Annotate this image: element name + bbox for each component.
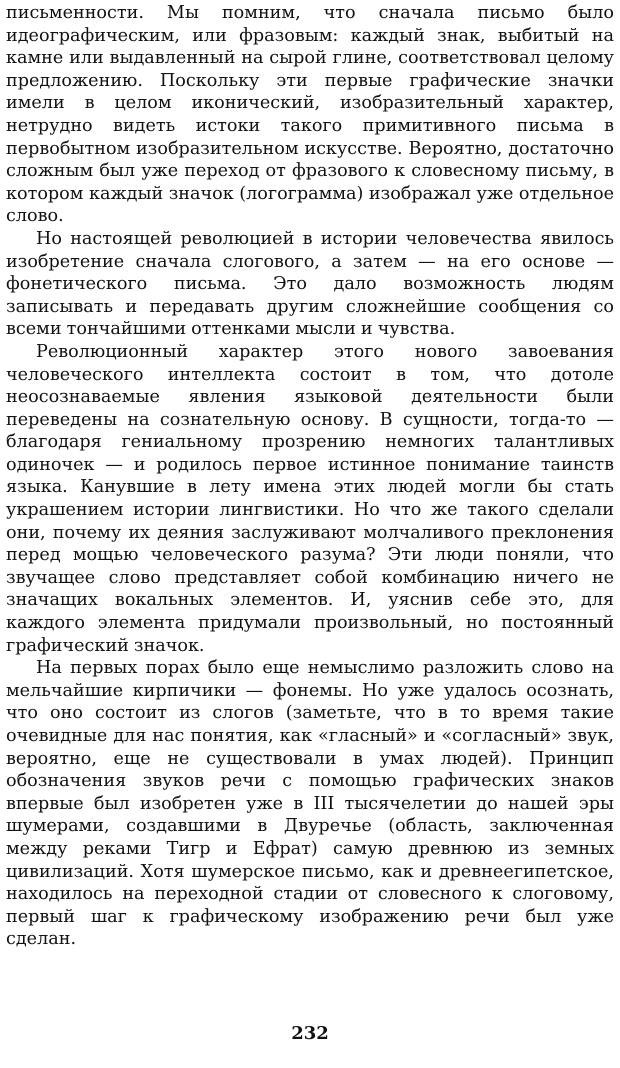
page-number: 232	[291, 1023, 329, 1044]
paragraph-3: Революционный характер этого нового завоевания человеческого интеллекта состоит в том, что дотоле неосознаваемые явления языковой деятельности были переведены на сознательную основу. В сущности, тогда-то — благодаря гениальному прозрению немногих талантливых одиночек — и родилось первое истинное понимание таинств языка. Канувшие в лету имена этих людей могли бы стать украшением истории лингвистики. Но что же такого сделали они, почему их деяния заслуживают молчаливого преклонения перед мощью человеческого разума? Эти люди поняли, что звучащее слово представляет собой комбинацию ничего не значащих вокальных элементов. И, уяснив себе это, для каждого элемента придумали произвольный, но постоянный графический значок.	[6, 341, 614, 656]
paragraph-1: письменности. Мы помним, что сначала письмо было идеографическим, или фразовым: каждый знак, выбитый на камне или выдавленный на сырой глине, соответствовал целому предложению. Поскольку эти первые графические значки имели в целом иконический, изобразительный характер, нетрудно видеть истоки такого примитивного письма в первобытном изобразительном искусстве. Вероятно, достаточно сложным был уже переход от фразового к словесному письму, в котором каждый значок (логограмма) изображал уже отдельное слово.	[6, 3, 614, 227]
body-text	[6, 2, 614, 951]
paragraph-4: На первых порах было еще немыслимо разложить слово на мельчайшие кирпичики — фонемы. Но уже удалось осознать, что оно состоит из слогов (заметьте, что в то время такие очевидные для нас понятия, как «гласный» и «согласный» звук, вероятно, еще не существовали в умах людей). Принцип обозначения звуков речи с помощью графических знаков впервые был изобретен уже в III тысячелетии до нашей эры шумерами, создавшими в Двуречье (область, заключенная между реками Тигр и Ефрат) самую древнюю из земных цивилизаций. Хотя шумерское письмо, как и древнеегипетское, находилось на переходной стадии от словесного к слоговому, первый шаг к графическому изображению речи был уже сделан.	[6, 658, 614, 950]
paragraph-2: Но настоящей революцией в истории человечества явилось изобретение сначала слогового, а затем — на его основе — фонетического письма. Это дало возможность людям записывать и передавать другим сложнейшие сообщения со всеми тончайшими оттенками мысли и чувства.	[6, 228, 614, 340]
